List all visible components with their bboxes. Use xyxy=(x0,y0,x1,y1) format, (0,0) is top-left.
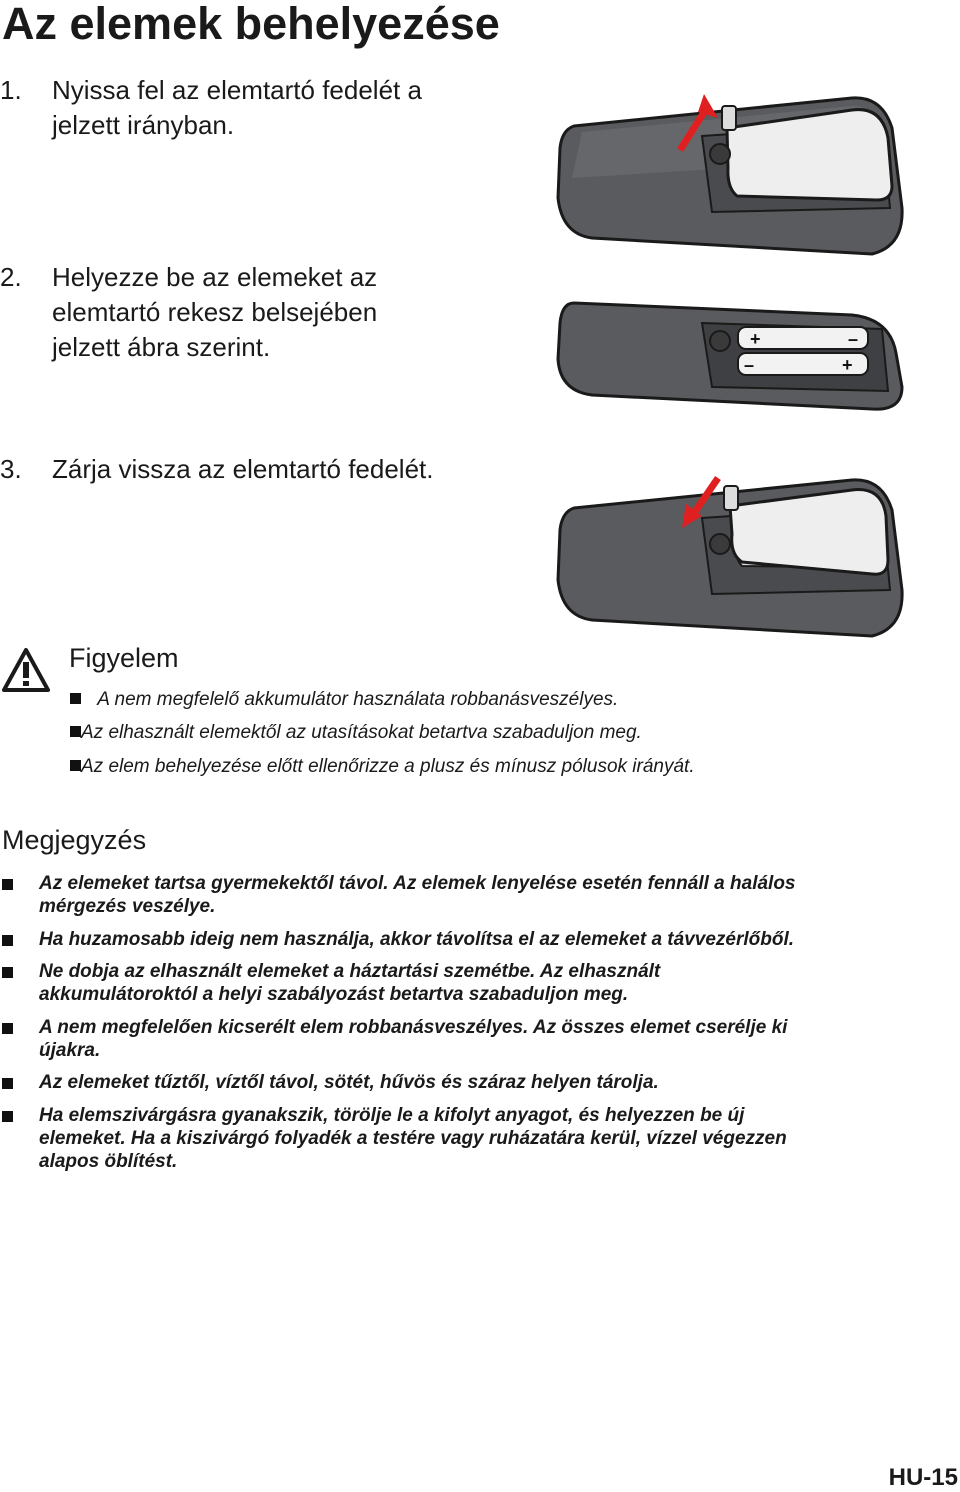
warning-title: Figyelem xyxy=(69,643,179,673)
step-2-line-3: jelzett ábra szerint. xyxy=(52,332,271,362)
step-1-line-1: Nyissa fel az elemtartó fedelét a xyxy=(52,75,422,105)
step-2-line-2: elemtartó rekesz belsejében xyxy=(52,297,378,327)
remote-battery-cover-close-illustration xyxy=(552,470,904,642)
bullet-square-icon xyxy=(70,760,81,771)
page-title: Az elemek behelyezése xyxy=(2,0,500,49)
battery-1-minus-mark: – xyxy=(848,329,859,349)
step-2-line-1: Helyezze be az elemeket az xyxy=(52,262,378,292)
step-1-line-2: jelzett irányban. xyxy=(52,110,235,140)
bullet-square-icon xyxy=(2,935,13,946)
battery-1-plus-mark: + xyxy=(750,329,761,349)
bullet-square-icon xyxy=(70,726,81,737)
bullet-square-icon xyxy=(2,1111,13,1122)
bullet-square-icon xyxy=(70,693,81,704)
step-1-number: 1. xyxy=(0,75,22,105)
bullet-square-icon xyxy=(2,879,13,890)
battery-2-minus-mark: – xyxy=(744,355,755,375)
warning-item: A nem megfelelő akkumulátor használata robbanásveszélyes. xyxy=(70,688,618,712)
bullet-square-icon xyxy=(2,967,13,978)
note-title: Megjegyzés xyxy=(2,825,147,855)
remote-battery-cover-open-illustration xyxy=(552,88,904,260)
step-2-number: 2. xyxy=(0,262,22,292)
step-3-line-1: Zárja vissza az elemtartó fedelét. xyxy=(52,454,434,484)
warning-item: Az elhasznált elemektől az utasításokat betartva szabaduljon meg. xyxy=(70,721,642,745)
warning-item: Az elem behelyezése előtt ellenőrizze a plusz és mínusz pólusok irányát. xyxy=(70,755,695,779)
step-3-number: 3. xyxy=(0,454,22,484)
warning-triangle-icon xyxy=(2,647,50,693)
remote-batteries-inserted-illustration xyxy=(552,283,904,415)
page-number: HU-15 xyxy=(888,1464,958,1491)
battery-2-plus-mark: + xyxy=(842,355,853,375)
bullet-square-icon xyxy=(2,1078,13,1089)
bullet-square-icon xyxy=(2,1023,13,1034)
